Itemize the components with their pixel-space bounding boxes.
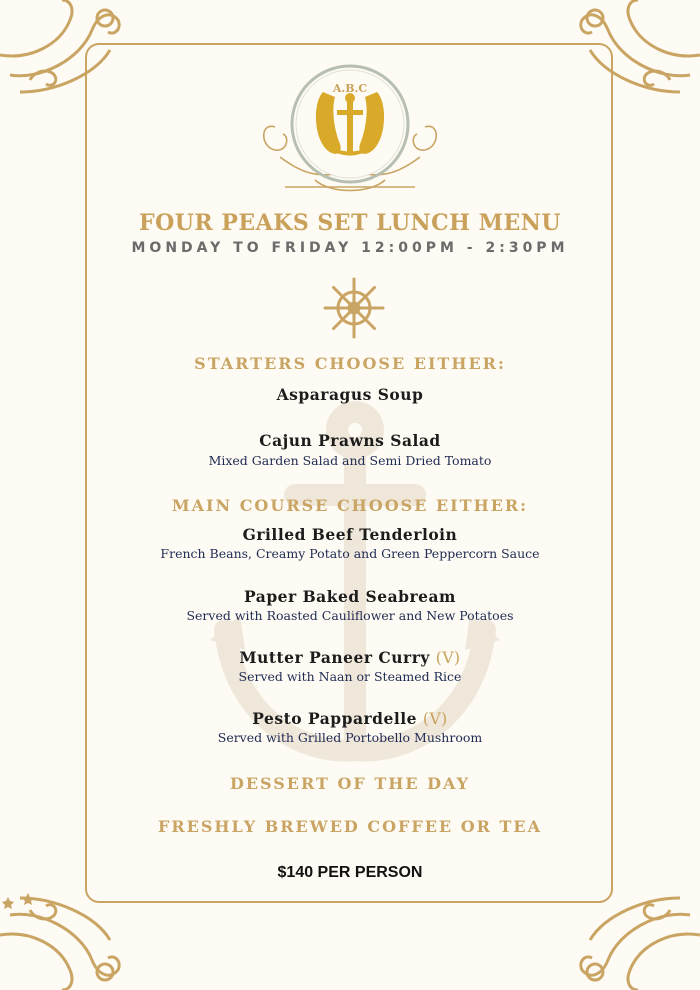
main-item-desc: Served with Roasted Cauliflower and New Potatoes bbox=[186, 608, 514, 623]
main-item-desc: French Beans, Creamy Potato and Green Peppercorn Sauce bbox=[160, 546, 540, 561]
crest-logo-icon bbox=[255, 62, 445, 197]
price-label: $140 PER PERSON bbox=[277, 864, 423, 881]
main-item-title bbox=[0, 648, 700, 667]
starters-heading: STARTERS CHOOSE EITHER: bbox=[194, 354, 506, 373]
main-item-name: Pesto Pappardelle bbox=[252, 709, 418, 728]
main-item-desc: Served with Grilled Portobello Mushroom bbox=[217, 730, 483, 745]
main-item-name: Paper Baked Seabream bbox=[244, 587, 456, 606]
coffee-heading: FRESHLY BREWED COFFEE OR TEA bbox=[157, 817, 543, 836]
vegetarian-tag: (V) bbox=[422, 710, 448, 728]
menu-hours: MONDAY TO FRIDAY 12:00PM - 2:30PM bbox=[131, 240, 569, 256]
main-item-desc: Served with Naan or Steamed Rice bbox=[238, 669, 462, 684]
dessert-heading: DESSERT OF THE DAY bbox=[229, 774, 471, 793]
main-item-name: Mutter Paneer Curry bbox=[239, 648, 430, 667]
ship-wheel-icon bbox=[323, 277, 385, 339]
vegetarian-tag: (V) bbox=[435, 649, 461, 667]
main-item-title bbox=[0, 709, 700, 728]
starter-item-name: Cajun Prawns Salad bbox=[259, 431, 441, 450]
starter-item-desc: Mixed Garden Salad and Semi Dried Tomato bbox=[208, 453, 492, 468]
starter-item-name: Asparagus Soup bbox=[276, 385, 424, 404]
crest-monogram: A.B.C bbox=[332, 82, 368, 95]
main-item-name: Grilled Beef Tenderloin bbox=[242, 525, 458, 544]
mains-heading: MAIN COURSE CHOOSE EITHER: bbox=[171, 496, 529, 515]
menu-title: FOUR PEAKS SET LUNCH MENU bbox=[138, 210, 562, 236]
